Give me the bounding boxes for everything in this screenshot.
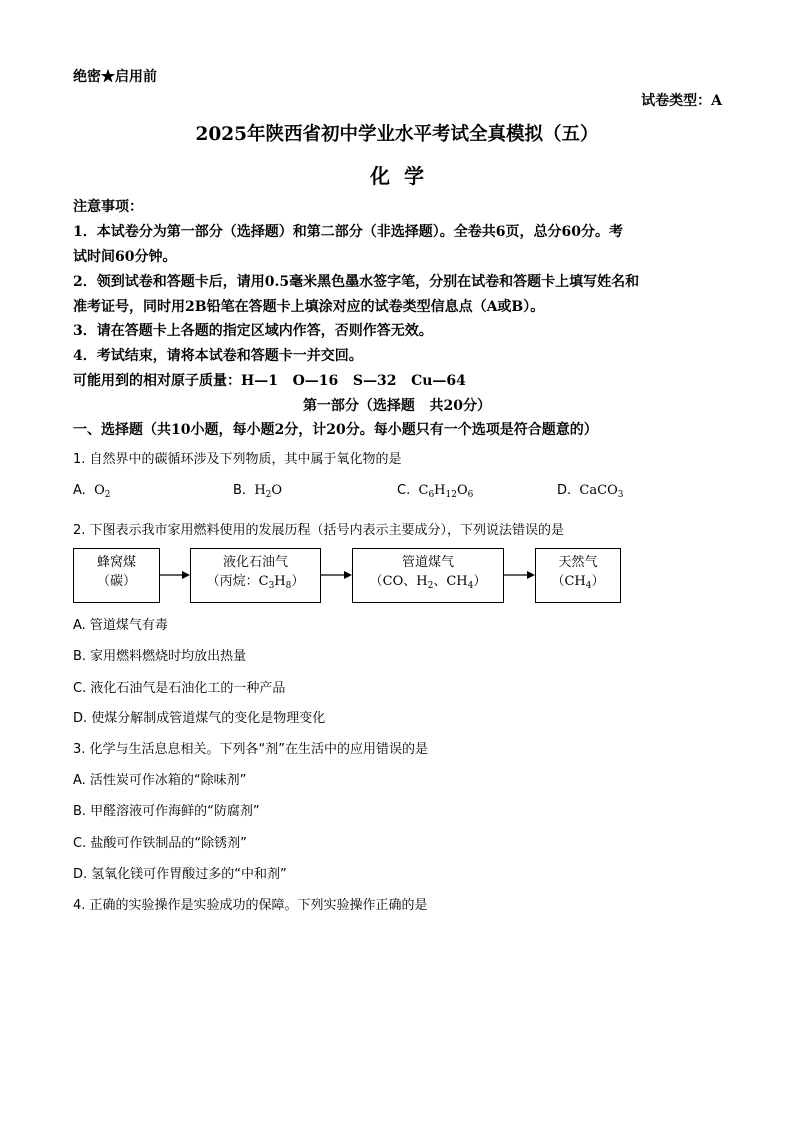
q3-option-c: C. 盐酸可作铁制品的“除锈剂” xyxy=(73,836,247,851)
fuel-box-1-component: （碳） xyxy=(96,574,136,589)
note-4: 4．考试结束，请将本试卷和答题卡一并交回。 xyxy=(73,348,363,364)
q3-option-a: A. 活性炭可作冰箱的“除味剂” xyxy=(73,773,247,788)
fuel-box-1-name: 蜂窝煤 xyxy=(96,555,136,570)
notes-heading: 注意事项： xyxy=(73,199,143,215)
confidential-label: 绝密★启用前 xyxy=(73,69,157,85)
arrow-2-head xyxy=(344,571,352,579)
q2-option-b: B. 家用燃料燃烧时均放出热量 xyxy=(73,649,247,664)
fuel-box-2-name: 液化石油气 xyxy=(222,555,288,570)
section-one-heading: 一、选择题（共10小题，每小题2分，计20分。每小题只有一个选项是符合题意的） xyxy=(73,422,598,438)
note-1-line-2: 试时间60分钟。 xyxy=(73,249,177,265)
q1-option-d: D. CaCO$_3$ xyxy=(557,483,624,500)
fuel-box-2-component: （丙烷：$C_3H_8$） xyxy=(206,574,305,591)
fuel-box-4-component: $(CH_4)$ xyxy=(551,574,605,591)
question-3-stem: 3. 化学与生活息息相关。下列各“剂”在生活中的应用错误的是 xyxy=(73,742,429,757)
question-1-stem: 1. 自然界中的碳循环涉及下列物质，其中属于氧化物的是 xyxy=(73,452,402,467)
q3-option-d: D. 氢氧化镁可作胃酸过多的“中和剂” xyxy=(73,867,287,882)
fuel-box-4-name: 天然气 xyxy=(558,555,598,570)
part1-title: 第一部分（选择题 共20分） xyxy=(302,398,492,414)
q2-option-a: A. 管道煤气有毒 xyxy=(73,618,168,633)
arrow-1-head xyxy=(182,571,190,579)
q3-option-b: B. 甲醛溶液可作海鲜的“防腐剂” xyxy=(73,804,260,819)
arrow-3-head xyxy=(527,571,535,579)
q1-option-c: C. $C_6H_{12}O_6$ xyxy=(397,483,474,500)
q1-option-a: A. $O_2$ xyxy=(73,483,111,500)
atomic-mass-line: 可能用到的相对原子质量：H—1 O—16 S—32 Cu—64 xyxy=(73,373,466,389)
note-2-line-1: 2．领到试卷和答题卡后，请用0.5毫米黑色墨水签字笔，分别在试卷和答题卡上填写姓名和 xyxy=(73,274,640,290)
question-2-stem: 2. 下图表示我市家用燃料使用的发展历程（括号内表示主要成分），下列说法错误的是 xyxy=(73,523,565,538)
note-1-line-1: 1．本试卷分为第一部分（选择题）和第二部分（非选择题）。全卷共6页，总分60分。考 xyxy=(73,224,623,240)
fuel-box-3-name: 管道煤气 xyxy=(401,555,454,570)
fuel-box-3-component: （CO、$H_2$、$CH_4$） xyxy=(369,574,487,591)
note-2-line-2: 准考证号，同时用2B铅笔在答题卡上填涂对应的试卷类型信息点（A或B）。 xyxy=(73,299,545,315)
q2-option-d: D. 使煤分解制成管道煤气的变化是物理变化 xyxy=(73,711,326,726)
question-4-stem: 4. 正确的实验操作是实验成功的保障。下列实验操作正确的是 xyxy=(73,898,428,913)
q2-option-c: C. 液化石油气是石油化工的一种产品 xyxy=(73,681,286,696)
q1-option-b: B. $H_2O$ xyxy=(233,483,283,500)
exam-title: 2025年陕西省初中学业水平考试全真模拟（五） xyxy=(195,124,599,145)
note-3: 3．请在答题卡上各题的指定区域内作答，否则作答无效。 xyxy=(73,323,433,339)
paper-type-label: 试卷类型：A xyxy=(641,93,722,109)
subject-title: 化 学 xyxy=(370,164,424,188)
